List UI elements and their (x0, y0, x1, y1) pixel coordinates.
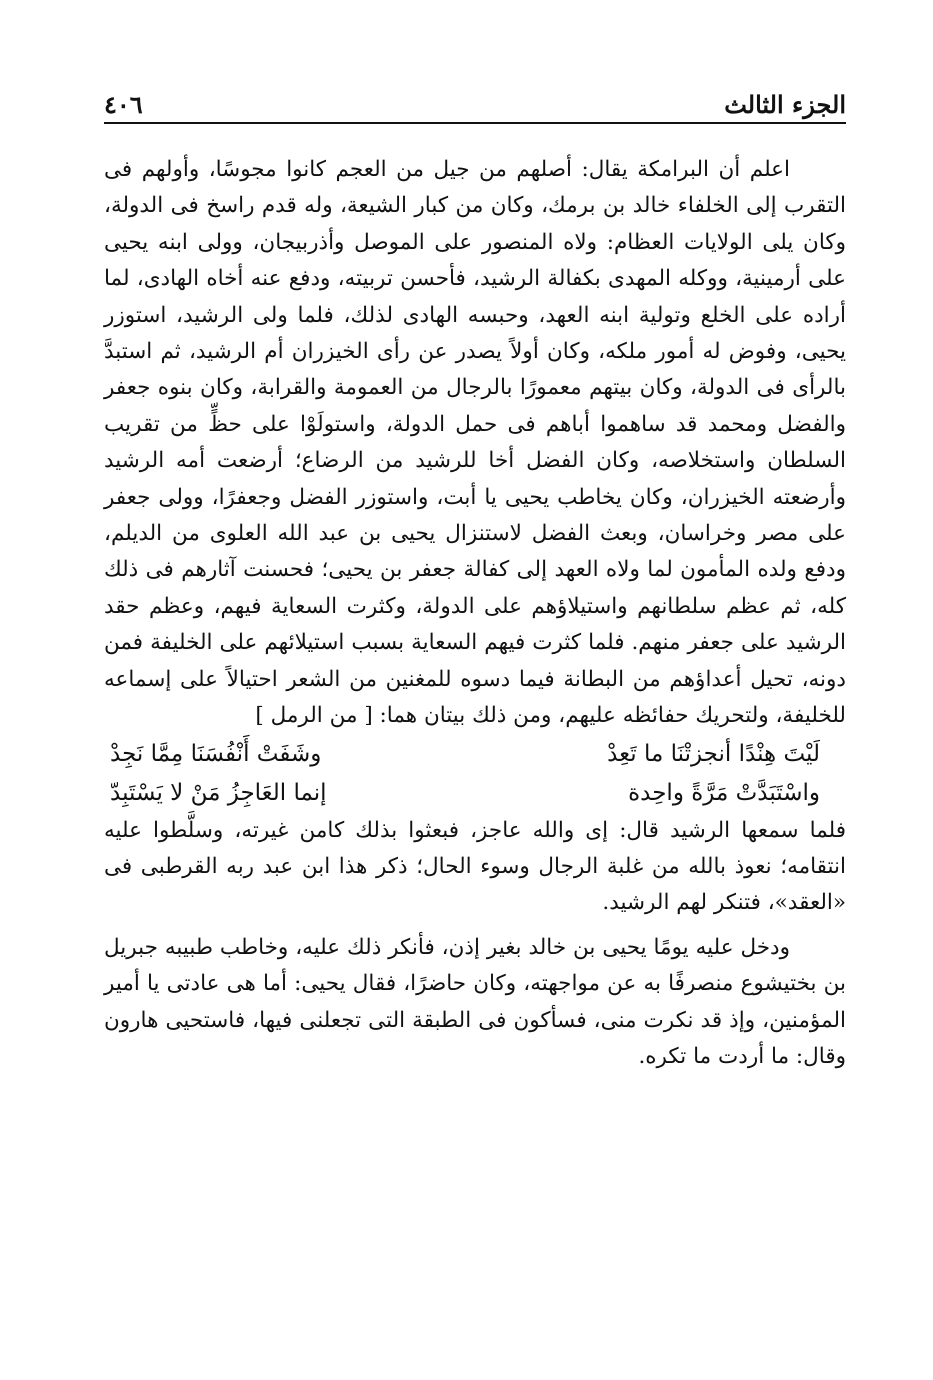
running-header (104, 80, 846, 120)
paragraph-barmakids-origin: اعلم أن البرامكة يقال: أصلهم من جيل من العجم كانوا مجوسًا، وأولهم فى التقرب إلى الخلفاء خالد بن برمك، وكان من كبار الشيعة، وله قدم راسخ فى الدولة، وكان يلى الولايات العظام: ولاه المنصور على الموصل وأذربيجان، وولى ابنه يحيى على أرمينية، ووكله المهدى بكفالة الرشيد، فأحسن تربيته، ودفع عنه أخاه الهادى، لما أراده على الخلع وتولية ابنه العهد، وحبسه الهادى لذلك، فلما ولى الرشيد، استوزر يحيى، وفوض له أمور ملكه، وكان أولاً يصدر عن رأى الخيزران أم الرشيد، ثم استبدَّ بالرأى فى الدولة، وكان بيتهم معمورًا بالرجال من العمومة والقرابة، وكان بنوه جعفر والفضل ومحمد قد ساهموا أباهم فى حمل الدولة، واستولَوْا على حظٍّ من تقريب السلطان واستخلاصه، وكان الفضل أخا للرشيد من الرضاع؛ أرضعت أمه الرشيد وأرضعته الخيزران، وكان يخاطب يحيى يا أبت، واستوزر الفضل وجعفرًا، وولى جعفر على مصر وخراسان، وبعث الفضل لاستنزال يحيى بن عبد الله العلوى من الديلم، ودفع ولده المأمون لما ولاه العهد إلى كفالة جعفر بن يحيى؛ فحسنت آثارهم فى ذلك كله، ثم عظم سلطانهم واستيلاؤهم على الدولة، وكثرت السعاية فيهم، وعظم حقد الرشيد على جعفر منهم. فلما كثرت فيهم السعاية بسبب استيلائهم على الخليفة فمن دونه، تحيل أعداؤهم من البطانة فيما دسوه للمغنين من الشعر احتيالاً على إسماعه للخليفة، ولتحريك حفائظه عليهم، ومن ذلك بيتان هما: [ من الرمل ] (104, 157, 846, 729)
paragraph-yahya-entry: ودخل عليه يومًا يحيى بن خالد بغير إذن، فأنكر ذلك عليه، وخاطب طبيبه جبريل بن بختيشوع منصرفًا به عن مواجهته، وكان حاضرًا، فقال يحيى: أما هى عادتى يا أمير المؤمنين، وإذ قد نكرت منى، فسأكون فى الطبقة التى تجعلنى فيها، فاستحيى هارون وقال: ما أردت ما تكره. (104, 934, 846, 1069)
body-text (104, 152, 846, 1075)
verse-line-1 (110, 735, 820, 774)
verse-2-first-hemistich: واسْتَبَدَّتْ مَرَّةً واحِدة (628, 779, 820, 806)
running-title: الجزء الثالث (724, 90, 846, 119)
header-rule (104, 122, 846, 124)
verse-2-second-hemistich: إنما العَاجِزُ مَنْ لا يَسْتَبِدّ (110, 779, 327, 806)
verse-line-2 (110, 774, 820, 813)
verse-1-second-hemistich: وشَفَتْ أَنْفُسَنَا مِمَّا نَجِدْ (110, 740, 322, 767)
book-page (104, 80, 846, 1075)
paragraph-rashid-reaction: فلما سمعها الرشيد قال: إى والله عاجز، فبعثوا بذلك كامن غيرته، وسلَّطوا عليه انتقامه؛ نعوذ بالله من غلبة الرجال وسوء الحال؛ ذكر هذا ابن عبد ربه القرطبى فى «العقد»، فتنكر لهم الرشيد. (104, 817, 846, 916)
verse-1-first-hemistich: لَيْتَ هِنْدًا أنجزتْنَا ما تَعِدْ (607, 740, 820, 767)
poem (110, 735, 820, 813)
page-number: ٤٠٦ (104, 90, 143, 119)
